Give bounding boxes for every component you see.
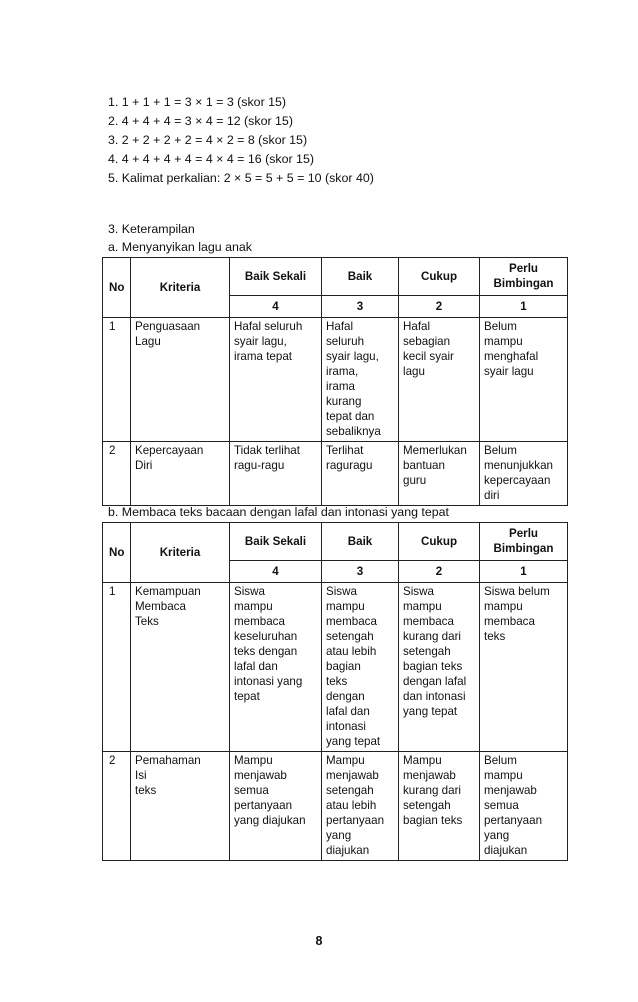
cell-text-line: syair lagu, — [234, 335, 287, 348]
score-cell: 2 — [399, 561, 480, 583]
table-row — [103, 583, 568, 752]
score-cell: 2 — [399, 296, 480, 318]
cell-text-line: syair lagu — [484, 365, 534, 378]
section-title: 3. Keterampilan — [108, 222, 195, 236]
cell-text-line: Lagu — [135, 335, 161, 348]
cell-text-line: yang — [326, 829, 352, 842]
cell-text-line: raguragu — [326, 459, 373, 472]
cell-text-line: kecil syair — [403, 350, 454, 363]
cell-text-line: bagian teks — [403, 814, 463, 827]
cell-text-line: semua — [484, 799, 519, 812]
cell-text-line: keseluruhan — [234, 630, 298, 643]
rubric-cell — [322, 442, 399, 506]
cell-text-line: setengah — [403, 799, 451, 812]
cell-text-line: Diri — [135, 459, 153, 472]
table-caption-b: b. Membaca teks bacaan dengan lafal dan intonasi yang tepat — [108, 505, 449, 519]
rubric-cell — [480, 318, 568, 442]
cell-text-line: menjawab — [234, 769, 287, 782]
cell-text-line: Siswa — [326, 585, 357, 598]
rubric-cell — [230, 752, 322, 861]
header-kriteria: Kriteria — [131, 523, 230, 583]
rubric-cell — [399, 318, 480, 442]
cell-text-line: yang tepat — [326, 735, 381, 748]
rubric-cell — [480, 442, 568, 506]
cell-text-line: teks — [135, 784, 157, 797]
rubric-table-singing — [102, 257, 568, 506]
cell-text-line: Belum — [484, 320, 517, 333]
cell-text-line: membaca — [484, 615, 535, 628]
rubric-table-reading — [102, 522, 568, 861]
cell-text-line: Memerlukan — [403, 444, 467, 457]
table-row — [103, 752, 568, 861]
cell-text-line: Penguasaan — [135, 320, 201, 333]
cell-text-line: diajukan — [326, 844, 370, 857]
cell-text-line: irama tepat — [234, 350, 292, 363]
rubric-cell — [230, 583, 322, 752]
page-number: 8 — [315, 934, 323, 948]
cell-text-line: lagu — [403, 365, 425, 378]
cell-text-line: Hafal — [403, 320, 431, 333]
cell-text-line: setengah — [326, 784, 374, 797]
cell-text-line: Mampu — [234, 754, 273, 767]
cell-text-line: pertanyaan — [234, 799, 293, 812]
header-no: No — [103, 258, 131, 318]
cell-text-line: dan intonasi — [403, 690, 466, 703]
cell-text-line: Belum — [484, 444, 517, 457]
rubric-cell — [322, 583, 399, 752]
rubric-cell — [230, 318, 322, 442]
answer-line: 5. Kalimat perkalian: 2 × 5 = 5 + 5 = 10 (skor 40) — [108, 171, 374, 185]
cell-text-line: menjawab — [403, 769, 456, 782]
answer-list — [108, 93, 374, 188]
rubric-cell — [230, 442, 322, 506]
cell-text-line: yang tepat — [403, 705, 458, 718]
cell-text-line: seluruh — [326, 335, 365, 348]
row-number: 2 — [103, 752, 131, 861]
row-number: 1 — [103, 583, 131, 752]
cell-text-line: setengah — [326, 630, 374, 643]
cell-text-line: Tidak terlihat — [234, 444, 300, 457]
cell-text-line: atau lebih — [326, 645, 377, 658]
cell-text-line: setengah — [403, 645, 451, 658]
rubric-cell — [480, 752, 568, 861]
cell-text-line: pertanyaan — [326, 814, 385, 827]
cell-text-line: guru — [403, 474, 427, 487]
criteria-cell — [131, 583, 230, 752]
header-baik: Baik — [322, 258, 399, 296]
criteria-cell — [131, 442, 230, 506]
cell-text-line: mampu — [234, 600, 273, 613]
table-caption-a: a. Menyanyikan lagu anak — [108, 240, 252, 254]
cell-text-line: mampu — [326, 600, 365, 613]
cell-text-line: tepat — [234, 690, 260, 703]
criteria-cell — [131, 318, 230, 442]
score-cell: 3 — [322, 561, 399, 583]
cell-text-line: Kemampuan — [135, 585, 201, 598]
table-row — [103, 318, 568, 442]
cell-text-line: diajukan — [484, 844, 528, 857]
rubric-cell — [399, 752, 480, 861]
cell-text-line: kepercayaan — [484, 474, 551, 487]
cell-text-line: Teks — [135, 615, 159, 628]
cell-text-line: kurang dari — [403, 630, 462, 643]
header-no: No — [103, 523, 131, 583]
cell-text-line: menghafal — [484, 350, 539, 363]
cell-text-line: Membaca — [135, 600, 186, 613]
answer-line: 3. 2 + 2 + 2 + 2 = 4 × 2 = 8 (skor 15) — [108, 133, 308, 147]
table-row — [103, 442, 568, 506]
cell-text-line: mampu — [484, 600, 523, 613]
rubric-cell — [399, 442, 480, 506]
cell-text-line: mampu — [403, 600, 442, 613]
cell-text-line: lafal dan — [326, 705, 370, 718]
header-perlu-bimbingan: Perlu Bimbingan — [480, 258, 568, 296]
cell-text-line: yang diajukan — [234, 814, 306, 827]
cell-text-line: diri — [484, 489, 500, 502]
score-cell: 3 — [322, 296, 399, 318]
score-cell: 4 — [230, 561, 322, 583]
cell-text-line: Mampu — [403, 754, 442, 767]
cell-text-line: intonasi — [326, 720, 366, 733]
header-perlu-bimbingan: Perlu Bimbingan — [480, 523, 568, 561]
score-cell: 1 — [480, 296, 568, 318]
cell-text-line: Isi — [135, 769, 147, 782]
row-number: 1 — [103, 318, 131, 442]
header-baik: Baik — [322, 523, 399, 561]
cell-text-line: Hafal — [326, 320, 354, 333]
answer-line: 1. 1 + 1 + 1 = 3 × 1 = 3 (skor 15) — [108, 95, 287, 109]
cell-text-line: menjawab — [326, 769, 379, 782]
cell-text-line: Mampu — [326, 754, 365, 767]
rubric-cell — [399, 583, 480, 752]
cell-text-line: bagian — [326, 660, 361, 673]
cell-text-line: membaca — [234, 615, 285, 628]
cell-text-line: mampu — [484, 769, 523, 782]
cell-text-line: irama, — [326, 365, 359, 378]
cell-text-line: sebaliknya — [326, 425, 381, 438]
cell-text-line: bagian teks — [403, 660, 463, 673]
cell-text-line: yang — [484, 829, 510, 842]
cell-text-line: Terlihat — [326, 444, 364, 457]
cell-text-line: syair lagu, — [326, 350, 379, 363]
cell-text-line: Hafal seluruh — [234, 320, 303, 333]
cell-text-line: bantuan — [403, 459, 445, 472]
cell-text-line: menjawab — [484, 784, 537, 797]
answer-line: 4. 4 + 4 + 4 + 4 = 4 × 4 = 16 (skor 15) — [108, 152, 314, 166]
cell-text-line: dengan — [326, 690, 365, 703]
header-baik-sekali: Baik Sekali — [230, 258, 322, 296]
cell-text-line: teks dengan — [234, 645, 298, 658]
cell-text-line: pertanyaan — [484, 814, 543, 827]
score-cell: 4 — [230, 296, 322, 318]
cell-text-line: kurang — [326, 395, 362, 408]
header-kriteria: Kriteria — [131, 258, 230, 318]
cell-text-line: lafal dan — [234, 660, 278, 673]
cell-text-line: Siswa belum — [484, 585, 550, 598]
cell-text-line: sebagian — [403, 335, 451, 348]
answer-line: 2. 4 + 4 + 4 = 3 × 4 = 12 (skor 15) — [108, 114, 293, 128]
cell-text-line: Belum — [484, 754, 517, 767]
cell-text-line: membaca — [403, 615, 454, 628]
cell-text-line: membaca — [326, 615, 377, 628]
cell-text-line: kurang dari — [403, 784, 462, 797]
cell-text-line: atau lebih — [326, 799, 377, 812]
rubric-cell — [480, 583, 568, 752]
rubric-cell — [322, 752, 399, 861]
cell-text-line: teks — [326, 675, 348, 688]
cell-text-line: ragu-ragu — [234, 459, 285, 472]
cell-text-line: mampu — [484, 335, 523, 348]
cell-text-line: irama — [326, 380, 355, 393]
criteria-cell — [131, 752, 230, 861]
header-cukup: Cukup — [399, 523, 480, 561]
cell-text-line: Kepercayaan — [135, 444, 204, 457]
cell-text-line: Siswa — [234, 585, 265, 598]
row-number: 2 — [103, 442, 131, 506]
cell-text-line: tepat dan — [326, 410, 375, 423]
cell-text-line: Siswa — [403, 585, 434, 598]
cell-text-line: Pemahaman — [135, 754, 201, 767]
rubric-cell — [322, 318, 399, 442]
cell-text-line: semua — [234, 784, 269, 797]
header-cukup: Cukup — [399, 258, 480, 296]
score-cell: 1 — [480, 561, 568, 583]
cell-text-line: intonasi yang — [234, 675, 303, 688]
cell-text-line: dengan lafal — [403, 675, 467, 688]
cell-text-line: teks — [484, 630, 506, 643]
cell-text-line: menunjukkan — [484, 459, 553, 472]
header-baik-sekali: Baik Sekali — [230, 523, 322, 561]
